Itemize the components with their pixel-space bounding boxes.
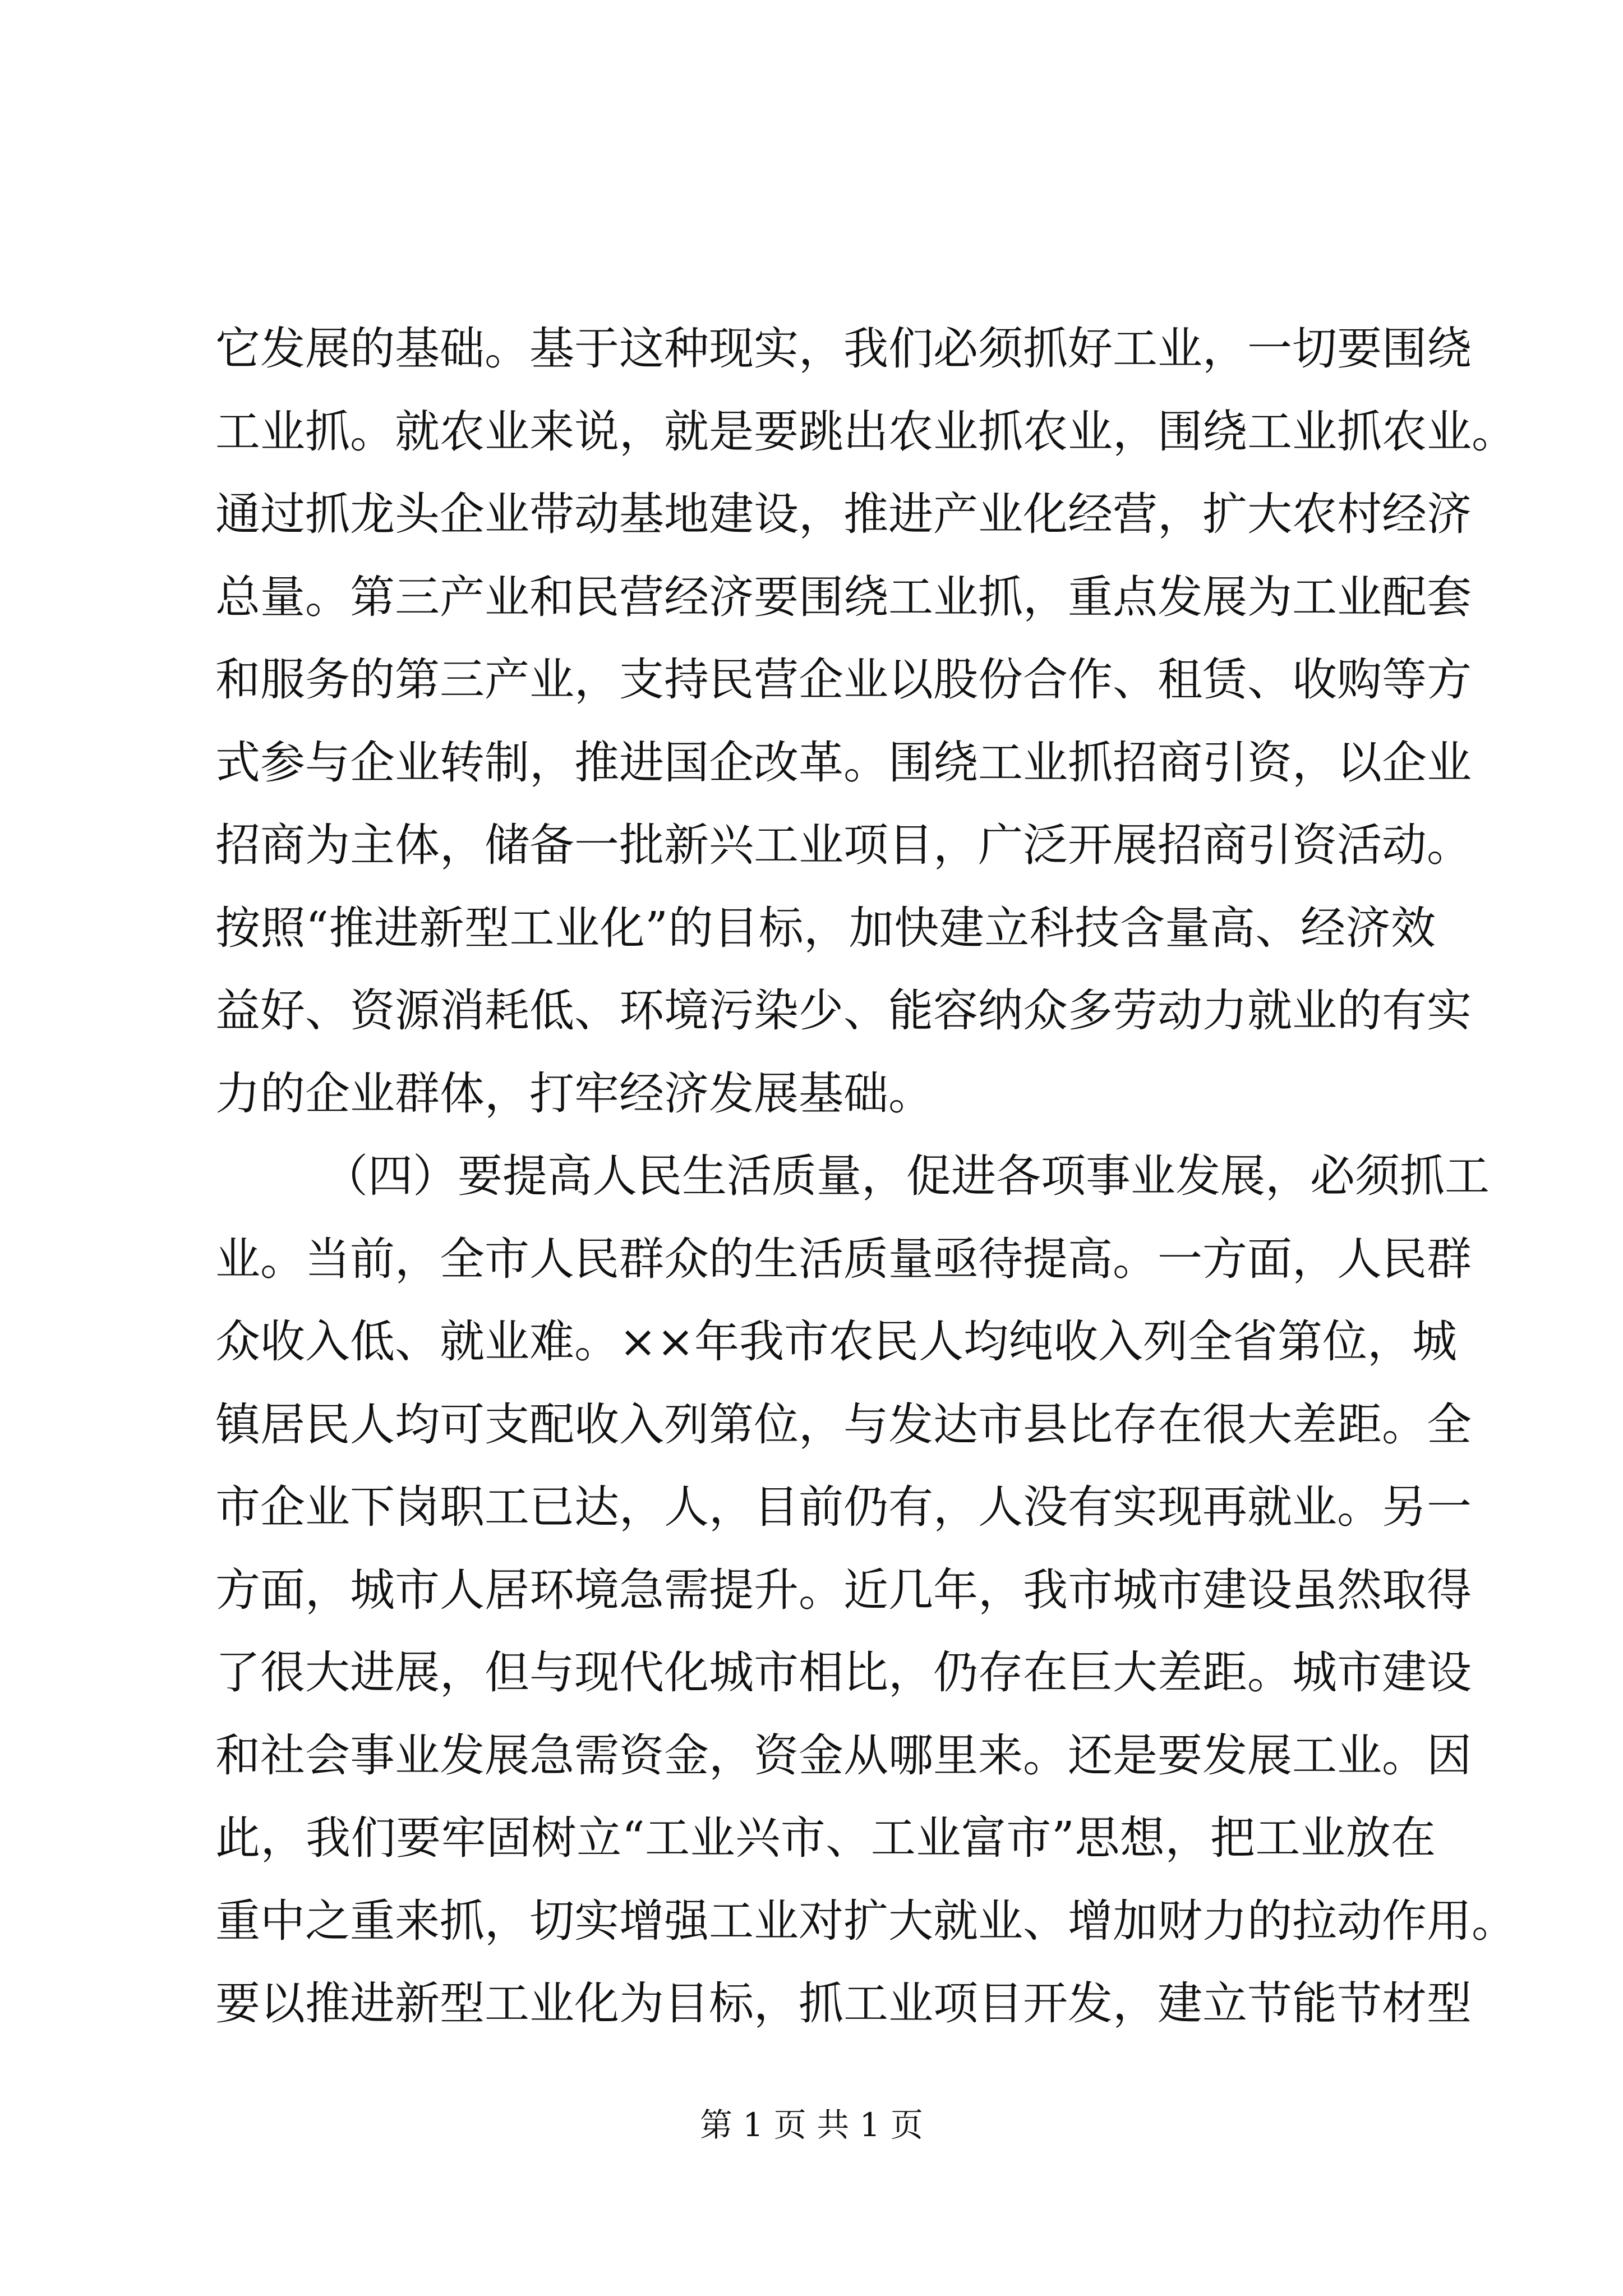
text-line: 力的企业群体，打牢经济发展基础。 (215, 1067, 933, 1120)
text-line: 业。当前，全市人民群众的生活质量亟待提高。一方面，人民群 (215, 1232, 1472, 1285)
text-line: 和社会事业发展急需资金，资金从哪里来。还是要发展工业。因 (215, 1729, 1472, 1782)
text-line: 和服务的第三产业，支持民营企业以股份合作、租赁、收购等方 (215, 654, 1472, 706)
text-line: 益好、资源消耗低、环境污染少、能容纳众多劳动力就业的有实 (215, 984, 1472, 1037)
section-heading-line: （四）要提高人民生活质量，促进各项事业发展，必须抓工 (323, 1150, 1490, 1202)
text-line: 重中之重来抓，切实增强工业对扩大就业、增加财力的拉动作用。 (215, 1894, 1516, 1947)
text-line: 工业抓。就农业来说，就是要跳出农业抓农业，围绕工业抓农业。 (215, 405, 1516, 458)
text-line: 通过抓龙头企业带动基地建设，推进产业化经营，扩大农村经济 (215, 488, 1472, 540)
body-text (215, 307, 1516, 2045)
text-line: 招商为主体，储备一批新兴工业项目，广泛开展招商引资活动。 (215, 819, 1472, 871)
text-line: 镇居民人均可支配收入列第位，与发达市县比存在很大差距。全 (215, 1398, 1472, 1451)
text-line: 按照“推进新型工业化”的目标，加快建立科技含量高、经济效 (215, 901, 1436, 954)
text-line: 总量。第三产业和民营经济要围绕工业抓，重点发展为工业配套 (215, 570, 1472, 623)
text-line: 方面，城市人居环境急需提升。近几年，我市城市建设虽然取得 (215, 1563, 1472, 1616)
text-line: 要以推进新型工业化为目标，抓工业项目开发，建立节能节材型 (215, 1977, 1472, 2030)
text-line: 市企业下岗职工已达，人，目前仍有，人没有实现再就业。另一 (215, 1481, 1472, 1533)
text-line: 它发展的基础。基于这种现实，我们必须抓好工业，一切要围绕 (215, 323, 1472, 375)
text-line: 式参与企业转制，推进国企改革。围绕工业抓招商引资，以企业 (215, 736, 1472, 789)
page-footer: 第 1 页 共 1 页 (700, 2106, 923, 2144)
text-line: 众收入低、就业难。××年我市农民人均纯收入列全省第位，城 (215, 1315, 1458, 1368)
text-line: 了很大进展，但与现代化城市相比，仍存在巨大差距。城市建设 (215, 1646, 1472, 1699)
text-line: 此，我们要牢固树立“工业兴市、工业富市”思想，把工业放在 (215, 1812, 1436, 1864)
